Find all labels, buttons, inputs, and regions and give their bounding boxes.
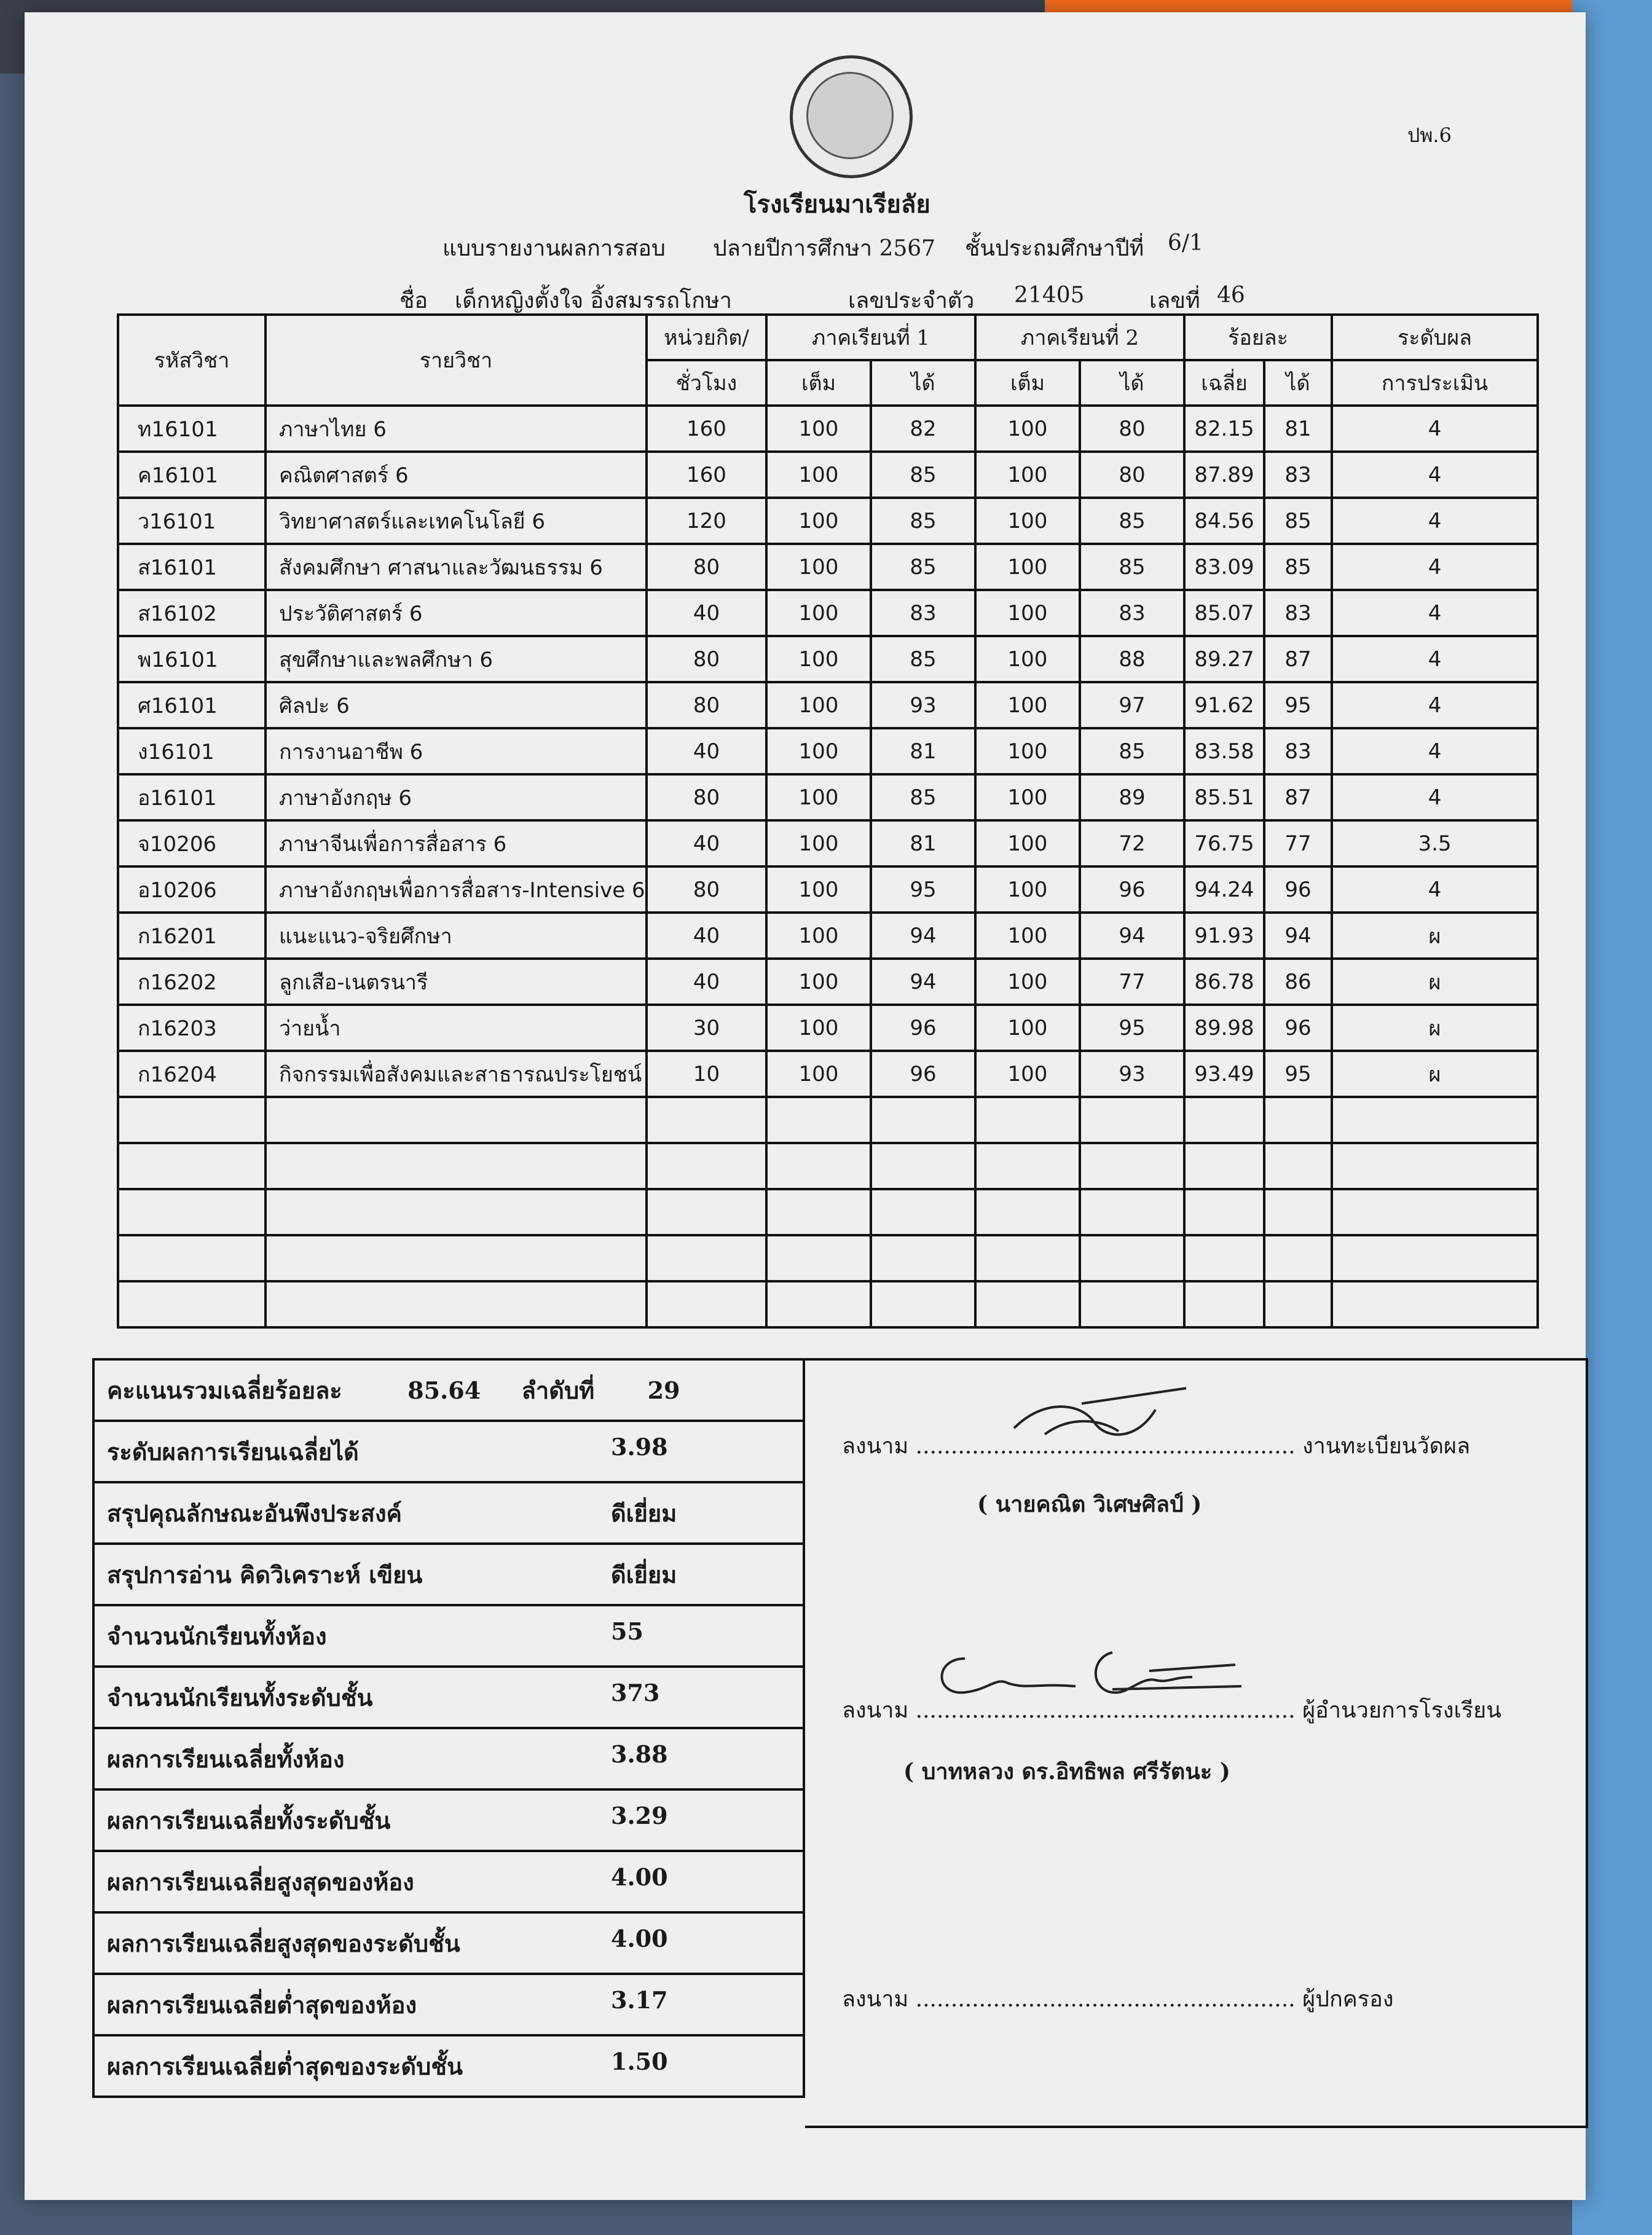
summary-row xyxy=(93,1421,804,1482)
cell-credit: 40 xyxy=(647,590,766,636)
cell-avg: 83.09 xyxy=(1184,544,1264,590)
summary-value: 373 xyxy=(611,1678,660,1707)
cell-got: 83 xyxy=(1264,728,1332,774)
cell-level: 4 xyxy=(1332,406,1538,452)
student-id: 21405 xyxy=(1014,283,1085,308)
table-row xyxy=(118,590,1538,636)
cell-f1: 100 xyxy=(766,682,871,728)
cell-f2: 100 xyxy=(975,636,1080,682)
cell-g1: 85 xyxy=(871,544,975,590)
empty-row xyxy=(118,1097,1538,1143)
cell-avg: 91.62 xyxy=(1184,682,1264,728)
total-label: คะแนนรวมเฉลี่ยร้อยละ xyxy=(107,1376,342,1404)
cell-code: อ10206 xyxy=(118,866,266,913)
cell-code: พ16101 xyxy=(118,636,266,682)
cell-level: 4 xyxy=(1332,636,1538,682)
cell-code: ก16203 xyxy=(118,1005,266,1051)
cell-f1: 100 xyxy=(766,959,871,1005)
summary-row xyxy=(93,1789,804,1851)
parent-sign-line: ลงนาม ...................................................... ผู้ปกครอง xyxy=(842,1987,1394,2012)
cell-level: ผ xyxy=(1332,1051,1538,1097)
cell-got: 86 xyxy=(1264,959,1332,1005)
summary-label: สรุปการอ่าน คิดวิเคราะห์ เขียน xyxy=(107,1560,423,1589)
cell-avg: 87.89 xyxy=(1184,452,1264,498)
table-row xyxy=(118,728,1538,774)
cell-avg: 86.78 xyxy=(1184,959,1264,1005)
cell-g2: 95 xyxy=(1080,1005,1184,1051)
cell-code: ท16101 xyxy=(118,406,266,452)
cell-credit: 80 xyxy=(647,682,766,728)
registrar-signature-icon xyxy=(1008,1385,1192,1453)
cell-f2: 100 xyxy=(975,406,1080,452)
document-code: ปพ.6 xyxy=(1407,124,1452,147)
school-name: โรงเรียนมาเรียลัย xyxy=(744,190,930,219)
summary-value: 3.88 xyxy=(611,1740,668,1768)
cell-got: 87 xyxy=(1264,774,1332,820)
cell-g2: 89 xyxy=(1080,774,1184,820)
cell-subject: สังคมศึกษา ศาสนาและวัฒนธรรม 6 xyxy=(266,544,647,590)
table-row xyxy=(118,498,1538,544)
cell-g1: 93 xyxy=(871,682,975,728)
table-row xyxy=(118,452,1538,498)
cell-f1: 100 xyxy=(766,452,871,498)
cell-subject: วิทยาศาสตร์และเทคโนโลยี 6 xyxy=(266,498,647,544)
cell-f1: 100 xyxy=(766,544,871,590)
cell-g1: 85 xyxy=(871,452,975,498)
cell-credit: 40 xyxy=(647,913,766,959)
header-sem1-full: เต็ม xyxy=(766,360,871,406)
cell-g1: 83 xyxy=(871,590,975,636)
cell-g2: 85 xyxy=(1080,728,1184,774)
header-subject: รายวิชา xyxy=(266,315,647,406)
cell-subject: กิจกรรมเพื่อสังคมและสาธารณประโยชน์ xyxy=(266,1051,647,1097)
table-row xyxy=(118,866,1538,913)
table-row xyxy=(118,959,1538,1005)
grade-label: ชั้นประถมศึกษาปีที่ xyxy=(965,236,1144,261)
header-sem1-got: ได้ xyxy=(871,360,975,406)
cell-credit: 80 xyxy=(647,866,766,913)
summary-label: ผลการเรียนเฉลี่ยสูงสุดของห้อง xyxy=(107,1868,414,1896)
header-pct-avg: เฉลี่ย xyxy=(1184,360,1264,406)
cell-g2: 85 xyxy=(1080,544,1184,590)
cell-f1: 100 xyxy=(766,590,871,636)
cell-avg: 89.98 xyxy=(1184,1005,1264,1051)
rank-label: ลำดับที่ xyxy=(521,1376,595,1404)
cell-g2: 88 xyxy=(1080,636,1184,682)
cell-avg: 93.49 xyxy=(1184,1051,1264,1097)
director-name: ( บาทหลวง ดร.อิทธิพล ศรีรัตนะ ) xyxy=(903,1759,1230,1785)
rank-value: 29 xyxy=(647,1376,680,1404)
cell-code: ง16101 xyxy=(118,728,266,774)
cell-g2: 97 xyxy=(1080,682,1184,728)
cell-g2: 72 xyxy=(1080,820,1184,866)
cell-f2: 100 xyxy=(975,544,1080,590)
summary-value: 4.00 xyxy=(611,1863,668,1891)
cell-g1: 96 xyxy=(871,1005,975,1051)
summary-row xyxy=(93,1912,804,1974)
summary-value: ดีเยี่ยม xyxy=(611,1499,677,1527)
no-label: เลขที่ xyxy=(1149,288,1200,313)
summary-total-row xyxy=(93,1359,804,1421)
summary-row xyxy=(93,1667,804,1728)
summary-value: ดีเยี่ยม xyxy=(611,1560,677,1589)
table-row xyxy=(118,636,1538,682)
cell-g1: 81 xyxy=(871,820,975,866)
cell-level: 4 xyxy=(1332,544,1538,590)
cell-level: 4 xyxy=(1332,452,1538,498)
cell-got: 83 xyxy=(1264,590,1332,636)
summary-row xyxy=(93,1605,804,1667)
cell-subject: ภาษาอังกฤษเพื่อการสื่อสาร-Intensive 6 xyxy=(266,866,647,913)
summary-label: ผลการเรียนเฉลี่ยทั้งห้อง xyxy=(107,1745,345,1773)
summary-value: 3.98 xyxy=(611,1432,668,1461)
summary-value: 4.00 xyxy=(611,1924,668,1952)
cell-subject: แนะแนว-จริยศึกษา xyxy=(266,913,647,959)
cell-credit: 80 xyxy=(647,544,766,590)
cell-f1: 100 xyxy=(766,636,871,682)
header-pct: ร้อยละ xyxy=(1184,315,1332,360)
cell-code: จ10206 xyxy=(118,820,266,866)
cell-f2: 100 xyxy=(975,498,1080,544)
cell-got: 96 xyxy=(1264,1005,1332,1051)
cell-f2: 100 xyxy=(975,452,1080,498)
summary-label: จำนวนนักเรียนทั้งระดับชั้น xyxy=(107,1683,373,1711)
cell-f1: 100 xyxy=(766,774,871,820)
cell-code: ก16202 xyxy=(118,959,266,1005)
cell-avg: 82.15 xyxy=(1184,406,1264,452)
summary-label: ผลการเรียนเฉลี่ยทั้งระดับชั้น xyxy=(107,1806,391,1834)
header-credit: หน่วยกิต/ xyxy=(647,315,766,360)
header-code: รหัสวิชา xyxy=(118,315,266,406)
summary-row xyxy=(93,1482,804,1544)
cell-f1: 100 xyxy=(766,820,871,866)
summary-value: 1.50 xyxy=(611,2047,668,2075)
cell-avg: 84.56 xyxy=(1184,498,1264,544)
table-row xyxy=(118,406,1538,452)
cell-credit: 40 xyxy=(647,820,766,866)
cell-subject: สุขศึกษาและพลศึกษา 6 xyxy=(266,636,647,682)
cell-code: ก16201 xyxy=(118,913,266,959)
cell-g2: 94 xyxy=(1080,913,1184,959)
cell-got: 81 xyxy=(1264,406,1332,452)
summary-row xyxy=(93,1544,804,1605)
cell-credit: 120 xyxy=(647,498,766,544)
cell-g2: 83 xyxy=(1080,590,1184,636)
cell-g1: 94 xyxy=(871,913,975,959)
cell-credit: 160 xyxy=(647,406,766,452)
cell-f1: 100 xyxy=(766,1005,871,1051)
cell-credit: 40 xyxy=(647,728,766,774)
cell-avg: 83.58 xyxy=(1184,728,1264,774)
cell-f2: 100 xyxy=(975,866,1080,913)
cell-got: 83 xyxy=(1264,452,1332,498)
summary-label: ผลการเรียนเฉลี่ยต่ำสุดของระดับชั้น xyxy=(107,2052,463,2080)
summary-label: ผลการเรียนเฉลี่ยสูงสุดของระดับชั้น xyxy=(107,1929,460,1957)
registrar-sign-line: ลงนาม ...................................................... งานทะเบียนวัดผล xyxy=(842,1434,1471,1459)
cell-g2: 80 xyxy=(1080,406,1184,452)
header-sem1: ภาคเรียนที่ 1 xyxy=(766,315,975,360)
grades-table xyxy=(117,313,1539,1329)
empty-row xyxy=(118,1143,1538,1189)
summary-value: 55 xyxy=(611,1617,643,1645)
header-pct-got: ได้ xyxy=(1264,360,1332,406)
cell-f2: 100 xyxy=(975,913,1080,959)
table-row xyxy=(118,682,1538,728)
table-row xyxy=(118,1051,1538,1097)
cell-subject: ลูกเสือ-เนตรนารี xyxy=(266,959,647,1005)
cell-g1: 85 xyxy=(871,498,975,544)
cell-avg: 76.75 xyxy=(1184,820,1264,866)
director-signature-icon xyxy=(928,1640,1248,1708)
cell-subject: ว่ายน้ำ xyxy=(266,1005,647,1051)
cell-level: 3.5 xyxy=(1332,820,1538,866)
summary-row xyxy=(93,1974,804,2035)
cell-f1: 100 xyxy=(766,498,871,544)
cell-level: 4 xyxy=(1332,728,1538,774)
header-level: ระดับผล xyxy=(1332,315,1538,360)
cell-f1: 100 xyxy=(766,406,871,452)
student-name: เด็กหญิงตั้งใจ อิ้งสมรรถโกษา xyxy=(455,288,732,313)
cell-level: 4 xyxy=(1332,682,1538,728)
signature-box xyxy=(805,1358,1588,2128)
cell-credit: 30 xyxy=(647,1005,766,1051)
school-seal-icon xyxy=(790,55,913,178)
cell-g1: 96 xyxy=(871,1051,975,1097)
report-title: แบบรายงานผลการสอบ xyxy=(442,236,666,261)
cell-got: 85 xyxy=(1264,544,1332,590)
cell-f2: 100 xyxy=(975,1051,1080,1097)
summary-row xyxy=(93,1851,804,1912)
cell-g1: 95 xyxy=(871,866,975,913)
cell-credit: 10 xyxy=(647,1051,766,1097)
table-row xyxy=(118,544,1538,590)
summary-value: 3.29 xyxy=(611,1801,668,1829)
cell-f2: 100 xyxy=(975,959,1080,1005)
cell-f2: 100 xyxy=(975,728,1080,774)
cell-code: ค16101 xyxy=(118,452,266,498)
report-term: ปลายปีการศึกษา 2567 xyxy=(713,236,936,261)
cell-got: 96 xyxy=(1264,866,1332,913)
cell-code: ส16102 xyxy=(118,590,266,636)
cell-code: ส16101 xyxy=(118,544,266,590)
empty-row xyxy=(118,1189,1538,1235)
name-label: ชื่อ xyxy=(399,288,428,313)
cell-g1: 85 xyxy=(871,636,975,682)
cell-f1: 100 xyxy=(766,866,871,913)
cell-f2: 100 xyxy=(975,590,1080,636)
cell-g2: 93 xyxy=(1080,1051,1184,1097)
cell-credit: 80 xyxy=(647,774,766,820)
empty-row xyxy=(118,1235,1538,1281)
total-value: 85.64 xyxy=(407,1376,481,1404)
cell-level: ผ xyxy=(1332,913,1538,959)
cell-subject: การงานอาชีพ 6 xyxy=(266,728,647,774)
registrar-name: ( นายคณิต วิเศษศิลป์ ) xyxy=(977,1491,1202,1517)
cell-g1: 94 xyxy=(871,959,975,1005)
cell-subject: ภาษาจีนเพื่อการสื่อสาร 6 xyxy=(266,820,647,866)
grade-value: 6/1 xyxy=(1168,230,1203,256)
cell-code: ว16101 xyxy=(118,498,266,544)
cell-got: 95 xyxy=(1264,682,1332,728)
summary-label: ผลการเรียนเฉลี่ยต่ำสุดของห้อง xyxy=(107,1990,417,2019)
cell-g1: 85 xyxy=(871,774,975,820)
cell-subject: คณิตศาสตร์ 6 xyxy=(266,452,647,498)
header-sem2: ภาคเรียนที่ 2 xyxy=(975,315,1184,360)
cell-subject: ภาษาไทย 6 xyxy=(266,406,647,452)
cell-avg: 85.07 xyxy=(1184,590,1264,636)
cell-got: 87 xyxy=(1264,636,1332,682)
cell-avg: 89.27 xyxy=(1184,636,1264,682)
cell-g1: 82 xyxy=(871,406,975,452)
cell-subject: ศิลปะ 6 xyxy=(266,682,647,728)
table-row xyxy=(118,913,1538,959)
header-sem2-full: เต็ม xyxy=(975,360,1080,406)
cell-f2: 100 xyxy=(975,682,1080,728)
cell-credit: 160 xyxy=(647,452,766,498)
student-no: 46 xyxy=(1217,283,1245,308)
summary-label: ระดับผลการเรียนเฉลี่ยได้ xyxy=(107,1437,359,1466)
header-sem2-got: ได้ xyxy=(1080,360,1184,406)
cell-level: ผ xyxy=(1332,1005,1538,1051)
cell-level: 4 xyxy=(1332,498,1538,544)
cell-level: 4 xyxy=(1332,774,1538,820)
cell-f2: 100 xyxy=(975,774,1080,820)
cell-got: 85 xyxy=(1264,498,1332,544)
id-label: เลขประจำตัว xyxy=(848,288,975,313)
summary-row xyxy=(93,1728,804,1789)
cell-avg: 91.93 xyxy=(1184,913,1264,959)
cell-g2: 80 xyxy=(1080,452,1184,498)
cell-g1: 81 xyxy=(871,728,975,774)
cell-credit: 80 xyxy=(647,636,766,682)
cell-avg: 85.51 xyxy=(1184,774,1264,820)
cell-got: 95 xyxy=(1264,1051,1332,1097)
summary-row xyxy=(93,2035,804,2097)
director-sign-line: ลงนาม ...................................................... ผู้อำนวยการโรงเรียน xyxy=(842,1698,1501,1723)
summary-label: สรุปคุณลักษณะอันพึงประสงค์ xyxy=(107,1499,402,1527)
cell-g2: 96 xyxy=(1080,866,1184,913)
cell-avg: 94.24 xyxy=(1184,866,1264,913)
empty-row xyxy=(118,1281,1538,1327)
cell-got: 77 xyxy=(1264,820,1332,866)
cell-code: อ16101 xyxy=(118,774,266,820)
cell-f1: 100 xyxy=(766,1051,871,1097)
cell-f1: 100 xyxy=(766,728,871,774)
cell-got: 94 xyxy=(1264,913,1332,959)
cell-subject: ภาษาอังกฤษ 6 xyxy=(266,774,647,820)
header-level-eval: การประเมิน xyxy=(1332,360,1538,406)
cell-f2: 100 xyxy=(975,820,1080,866)
table-row xyxy=(118,774,1538,820)
cell-code: ก16204 xyxy=(118,1051,266,1097)
header-credit-hours: ชั่วโมง xyxy=(647,360,766,406)
cell-f1: 100 xyxy=(766,913,871,959)
cell-g2: 85 xyxy=(1080,498,1184,544)
cell-credit: 40 xyxy=(647,959,766,1005)
cell-level: ผ xyxy=(1332,959,1538,1005)
cell-f2: 100 xyxy=(975,1005,1080,1051)
summary-label: จำนวนนักเรียนทั้งห้อง xyxy=(107,1622,327,1650)
table-row xyxy=(118,820,1538,866)
summary-table xyxy=(92,1358,805,2098)
summary-value: 3.17 xyxy=(611,1986,668,2014)
table-row xyxy=(118,1005,1538,1051)
cell-level: 4 xyxy=(1332,590,1538,636)
cell-level: 4 xyxy=(1332,866,1538,913)
cell-g2: 77 xyxy=(1080,959,1184,1005)
cell-subject: ประวัติศาสตร์ 6 xyxy=(266,590,647,636)
cell-code: ศ16101 xyxy=(118,682,266,728)
